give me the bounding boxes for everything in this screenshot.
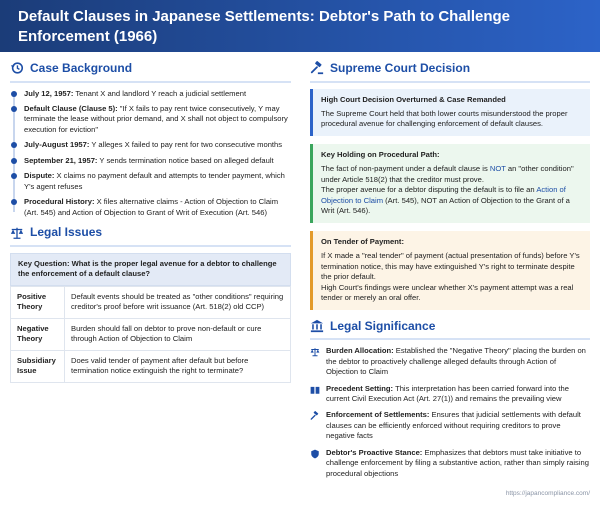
timeline-item [24, 156, 291, 166]
legal-significance-title: Legal Significance [330, 318, 436, 333]
significance-item [310, 346, 590, 377]
supreme-court-title: Supreme Court Decision [330, 61, 471, 75]
significance-text [326, 384, 590, 405]
legal-significance-heading [310, 318, 590, 341]
holding-card [310, 144, 590, 223]
tender-card [310, 231, 590, 310]
decision-card-text: The Supreme Court held that both lower courts misunderstood the proper procedural avenue for challenging enforcement of default clauses. [321, 109, 568, 129]
row-head: Negative Theory [11, 318, 65, 350]
holding-paragraph-1 [321, 164, 582, 185]
holding-card-title: Key Holding on Procedural Path: [321, 149, 440, 159]
case-background-heading [10, 60, 291, 83]
highlight-not: NOT [489, 164, 506, 174]
supreme-court-heading [310, 60, 590, 83]
significance-label: Debtor's Proactive Stance: [326, 447, 423, 457]
timeline-label: September 21, 1957: [24, 155, 98, 165]
significance-item [310, 410, 590, 441]
text-span: an "other condition" under Article 518(2) that the creditor must prove. [321, 164, 574, 184]
key-question: Key Question: What is the proper legal avenue for a debtor to challenge the enforcement of a default clause? [10, 253, 291, 286]
issues-table [10, 286, 291, 383]
page-title: Default Clauses in Japanese Settlements: Debtor's Path to Challenge Enforcement (1966) [18, 8, 511, 45]
timeline-label: July-August 1957: [24, 140, 90, 150]
timeline-dot [11, 142, 17, 148]
decision-card [310, 89, 590, 136]
timeline-label: Procedural History: [24, 197, 95, 207]
significance-body: Ensures that judicial settlements with default clauses can be efficiently enforced without requiring creditors to prove negative facts [326, 410, 581, 441]
tender-card-title: On Tender of Payment: [321, 236, 404, 246]
scale-icon [10, 226, 24, 240]
timeline-text: Tenant X and landlord Y reach a judicial settlement [73, 88, 247, 98]
significance-item [310, 384, 590, 405]
timeline-label: Dispute: [24, 171, 55, 181]
history-icon [10, 61, 24, 75]
timeline-item [24, 104, 291, 135]
text-span: (Art. 545), NOT an Action of Objection to the Grant of a Writ (Art. 546). [321, 195, 570, 216]
significance-label: Precedent Setting: [326, 383, 394, 393]
text-span: The proper avenue for a debtor disputing the default is to file an [321, 185, 537, 195]
timeline-text: X files alternative claims - Action of Objection to Claim (Art. 545) and Action of Objection to Grant of Writ of Execution (Art. 546) [24, 197, 279, 217]
legal-issues-title: Legal Issues [30, 225, 103, 240]
footer-url: https://japancompliance.com/ [505, 490, 590, 498]
text-span: The fact of non-payment under a default clause is [321, 164, 490, 174]
tender-paragraph-2: High Court's findings were unclear whether X's payment attempt was a real tender or merely an oral offer. [321, 282, 574, 303]
timeline-item [24, 171, 291, 192]
timeline-dot [11, 199, 17, 205]
significance-label: Burden Allocation: [326, 346, 394, 356]
significance-label: Enforcement of Settlements: [326, 410, 430, 420]
decision-card-title: High Court Decision Overturned & Case Remanded [321, 94, 506, 104]
row-head: Positive Theory [11, 286, 65, 318]
row-text: Does valid tender of payment after default but before termination notice extinguish the right to terminate? [65, 350, 291, 382]
gavel-icon [310, 61, 324, 75]
significance-body: Emphasizes that debtors must take initiative to challenge enforcement by filing a substantive action, rather than simply raising procedural objections [326, 447, 589, 478]
shield-icon [310, 449, 320, 459]
significance-body: Established the "Negative Theory" placing the burden on the debtor to proactively challenge alleged defaults through Action of Objection to Claim [326, 346, 586, 377]
courthouse-icon [310, 319, 324, 333]
table-row [11, 350, 291, 382]
timeline-text: X claims no payment default and attempts to tender payment, which Y's agent refuses [24, 171, 285, 191]
case-background-title: Case Background [30, 61, 133, 75]
tender-paragraph-1: If X made a "real tender" of payment (actual presentation of funds) before Y's termination notice, this may have extinguished Y's right to terminate despite the prior default. [321, 251, 580, 282]
gavel-icon [310, 411, 320, 421]
significance-text [326, 410, 590, 441]
significance-text [326, 448, 590, 479]
highlight-action: Action of Objection to Claim [321, 185, 566, 205]
timeline-item [24, 140, 291, 150]
significance-item [310, 448, 590, 479]
table-row [11, 318, 291, 350]
significance-body: This interpretation has been carried forward into the current Civil Execution Act (Art. 27(1)) and remains the prevailing view [326, 383, 569, 403]
timeline-text: "If X fails to pay rent twice consecutively, Y may terminate the lease without prior demand, and X shall not object to compulsory execution for eviction" [24, 104, 288, 134]
timeline-dot [11, 106, 17, 112]
timeline [10, 89, 291, 219]
book-icon [310, 385, 320, 395]
timeline-item [24, 197, 291, 218]
row-text: Default events should be treated as "other conditions" requiring creditor's proof before writ issuance (Art. 518(2) old CCP) [65, 286, 291, 318]
left-column [10, 60, 291, 383]
holding-paragraph-2 [321, 185, 582, 216]
legal-issues-heading [10, 224, 291, 247]
timeline-item [24, 89, 291, 99]
row-text: Burden should fall on debtor to prove non-default or cure through Action of Objection to Claim [65, 318, 291, 350]
significance-text [326, 346, 590, 377]
table-row [11, 286, 291, 318]
scale-icon [310, 347, 320, 357]
timeline-dot [11, 158, 17, 164]
right-column [310, 60, 590, 485]
row-head: Subsidiary Issue [11, 350, 65, 382]
timeline-label: July 12, 1957: [24, 88, 74, 98]
timeline-text: Y alleges X failed to pay rent for two consecutive months [89, 140, 283, 150]
page-header [0, 0, 600, 52]
timeline-text: Y sends termination notice based on alleged default [97, 155, 274, 165]
timeline-dot [11, 173, 17, 179]
timeline-dot [11, 91, 17, 97]
timeline-label: Default Clause (Clause 5): [24, 104, 118, 114]
